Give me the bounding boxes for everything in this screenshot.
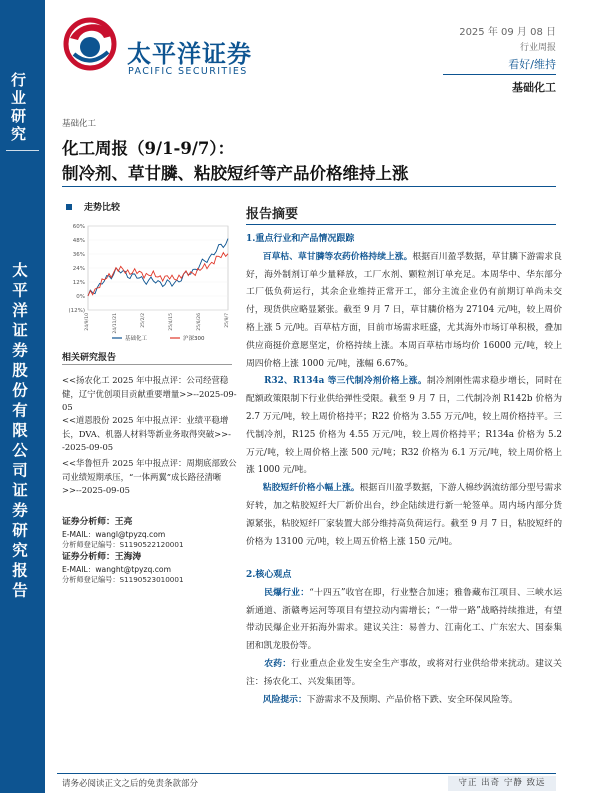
paragraph-lead: 农药：	[264, 658, 292, 669]
logo-name-en: PACIFIC SECURITIES	[128, 66, 248, 77]
summary-section-2	[246, 567, 562, 709]
footer-motto: 守正 出奇 宁静 致远	[448, 776, 556, 791]
title-divider	[62, 186, 556, 187]
paragraph-explosives	[246, 585, 562, 656]
y-tick-label: 12%	[72, 280, 85, 286]
analyst-name: 证券分析师：王亮	[62, 517, 133, 527]
y-tick-label: 48%	[72, 238, 85, 244]
paragraph-body: 行业重点企业发生安全生产事故，或将对行业供给带来扰动。建议关注：扬农化工、兴发集团等。	[246, 658, 562, 687]
company-logo-icon	[62, 16, 118, 72]
analyst-name: 证券分析师：王海涛	[62, 552, 142, 562]
paragraph-lead: 粘胶短纤价格小幅上涨。	[262, 483, 360, 494]
x-tick-label: 24/9/10	[85, 313, 90, 331]
rating: 看好/维持	[508, 58, 556, 71]
analyst-registration: 分析师登记编号：S1190523010001	[62, 575, 184, 584]
paragraph-viscose	[246, 480, 562, 551]
x-tick-label: 25/2/2	[141, 313, 146, 328]
paragraph-lead: 风险提示：	[262, 694, 307, 705]
page-title-line1: 化工周报（9/1-9/7）：	[62, 139, 235, 158]
y-tick-label: 24%	[72, 266, 85, 272]
summary-section-1	[246, 231, 562, 551]
y-tick-label: (12%)	[68, 308, 85, 314]
paragraph-lead: 百草枯、草甘膦等农药价格持续上涨。	[262, 251, 413, 262]
logo-name-cn: 太平洋证券	[127, 40, 252, 68]
related-report-item[interactable]: <<道恩股份 2025 年中报点评：业绩平稳增长，DVA、机器人材料等新业务取得突破>>--2025-09-05	[62, 415, 231, 453]
x-tick-label: 25/6/26	[197, 313, 202, 331]
related-divider	[62, 364, 232, 365]
y-tick-label: 36%	[72, 252, 85, 258]
related-report-item[interactable]: <<华鲁恒升 2025 年中报点评：周期底部致公司业绩短期承压，“一体两翼”成长路径清晰>>--2025-09-05	[62, 458, 237, 496]
analyst-email[interactable]: E-MAIL：wanght@tpyzq.com	[62, 565, 171, 574]
series-line-0	[88, 239, 228, 296]
related-reports-heading: 相关研究报告	[62, 353, 117, 363]
paragraph-body: 根据百川盈孚数据，草甘膦下游需求良好，海外制剂订单少量释放，工厂水剂、颗粒剂订单充足。本周华中、华东部分工厂低负荷运行，其余企业维持正常开工，部分主流企业仍有前期订单尚未交付，现货供应略显紧张。截至 9 月 7 日，草甘膦价格为 27104 元/吨，较上周价格上涨 5 元/吨。百草枯方面，目前市场需求旺盛，尤其海外市场订单积极，叠加供应商挺价意愿坚定，价格持续上涨。本周百草枯市场均价 16000 元/吨，较上周四价格上涨 1000 元/吨，涨幅 6.67%。	[246, 251, 562, 369]
page-title-line2: 制冷剂、草甘膦、粘胶短纤等产品价格维持上涨	[62, 164, 409, 183]
footer-disclaimer: 请务必阅读正文之后的免责条款部分	[62, 779, 199, 789]
y-tick-label: 0%	[76, 294, 85, 300]
related-report-item[interactable]: <<扬农化工 2025 年中报点评：公司经营稳健，辽宁优创项目贡献重要增量>>--2025-09-05	[62, 375, 237, 413]
series-line-1	[88, 253, 228, 296]
x-tick-label: 25/4/15	[169, 313, 174, 331]
analyst-registration: 分析师登记编号：S1190522120001	[62, 540, 184, 549]
summary-heading: 报告摘要	[246, 207, 299, 222]
x-tick-label: 24/11/21	[113, 313, 118, 334]
band-category-label: 行业研究	[9, 72, 27, 144]
paragraph-risk	[246, 692, 562, 710]
analyst-email[interactable]: E-MAIL：wangl@tpyzq.com	[62, 530, 166, 539]
trend-chart	[62, 218, 232, 348]
paragraph-body: 制冷剂刚性需求稳步增长，同时在配额政策限制下行业供给弹性受限。截至 9 月 7 日，二代制冷剂 R142b 价格为 2.7 万元/吨，较上周价格持平；R22 价格为 3.55 万元/吨，较上周价格持平。三代制冷剂，R125 价格为 4.55 万元/吨，较上周价格持平；R134a 价格为 5.2 万元/吨，较上周价格上涨 500 元/吨；R32 价格为 6.1 万元/吨，较上周价格上涨 1000 元/吨。	[246, 376, 562, 476]
breadcrumb: 基础化工	[62, 119, 97, 129]
section-1-title: 1.重点行业和产品情况跟踪	[246, 234, 355, 244]
summary-divider	[246, 224, 556, 225]
paragraph-lead: 民爆行业：	[264, 587, 310, 598]
paragraph-body: 根据百川盈孚数据，下游人棉纱涡流纺部分型号需求好转，加之粘胶短纤大厂新价出台，纱企陆续进行新一轮签单。周内场内部分货源紧张，粘胶短纤厂家装置大部分维持高负荷运行。截至 9 月 7 日，粘胶短纤的价格为 13100 元/吨，较上周五价格上涨 150 元/吨。	[246, 483, 562, 547]
paragraph-lead: R32、R134a 等三代制冷剂价格上涨。	[264, 376, 427, 387]
report-type: 行业周报	[519, 43, 556, 53]
section-2-title: 2.核心观点	[246, 570, 292, 580]
legend-label: 沪深300	[183, 336, 205, 342]
legend-label: 基础化工	[125, 336, 148, 342]
header-divider	[443, 74, 556, 75]
paragraph-agrochem	[246, 656, 562, 692]
paragraph-body: 下游需求不及预期、产品价格下跌、安全环保风险等。	[306, 694, 518, 705]
band-divider	[6, 150, 39, 151]
trend-heading: 走势比较	[84, 203, 121, 213]
paragraph-pesticides	[246, 249, 562, 374]
band-company-label: 太平洋证券股份有限公司证券研究报告	[10, 262, 28, 602]
report-date: 2025 年 09 月 08 日	[459, 27, 556, 38]
paragraph-body: “十四五”收官在即，行业整合加速；雅鲁藏布江项目、三峡水运新通道、浙赣粤运河等项目有望拉动内需增长；“一带一路”战略持续推进，有望带动民爆企业开拓海外需求。建议关注：易普力、江南化工、广东宏大、国泰集团和凯龙股份等。	[246, 587, 562, 652]
y-tick-label: 60%	[72, 224, 85, 230]
section-marker-icon	[66, 204, 72, 210]
sector-label: 基础化工	[512, 81, 556, 94]
paragraph-refrigerants	[246, 373, 562, 480]
footer-divider	[57, 773, 556, 774]
x-tick-label: 25/9/7	[225, 313, 230, 328]
